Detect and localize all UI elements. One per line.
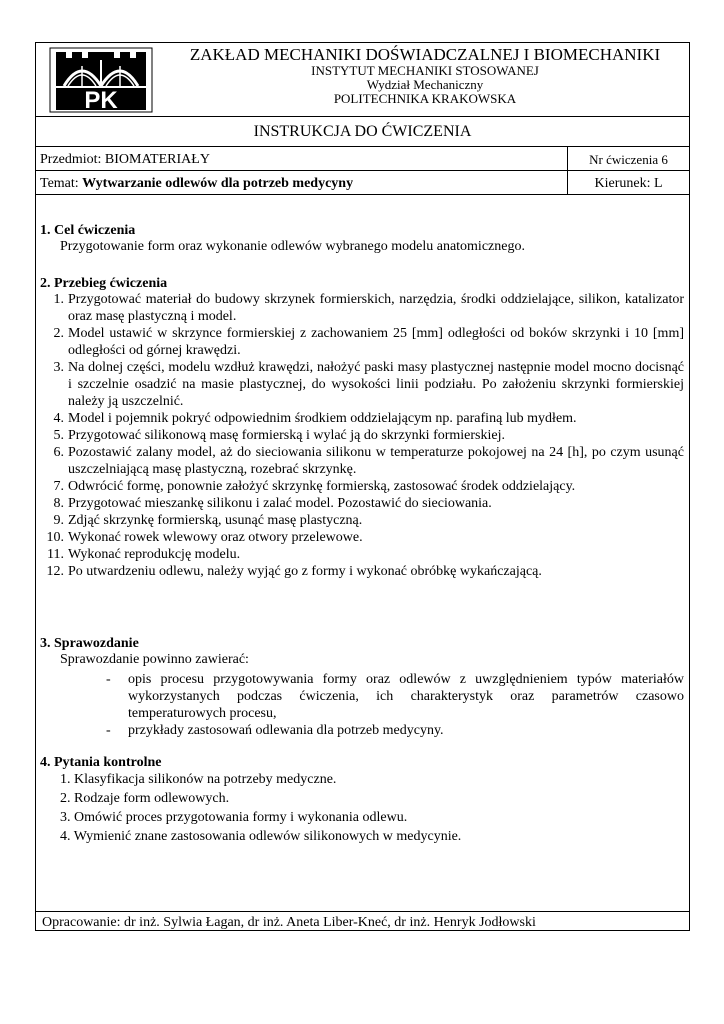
procedure-item-number: 5. (53, 428, 64, 443)
procedure-item (53, 359, 684, 410)
procedure-item (46, 529, 684, 546)
procedure-item-number: 1. (53, 292, 64, 307)
procedure-item-number: 8. (53, 496, 64, 511)
university-name: POLITECHNIKA KRAKOWSKA (333, 91, 517, 106)
procedure-item-text: Przygotować mieszankę silikonu i zalać model. Pozostawić do sieciowania. (68, 496, 492, 511)
question-item: 4. Wymienić znane zastosowania odlewów silikonowych w medycynie. (60, 829, 462, 844)
procedure-item (53, 325, 684, 359)
logo-text: PK (84, 87, 118, 114)
subject-label: Przedmiot: BIOMATERIAŁY (40, 152, 210, 167)
procedure-item (53, 427, 684, 444)
question-item: 3. Omówić proces przygotowania formy i wykonania odlewu. (60, 810, 408, 825)
report-item-bullet: - (106, 672, 111, 687)
procedure-item-text: Model ustawić w skrzynce formierskiej z zachowaniem 25 [mm] odległości od boków skrzynki i 10 [mm] odległości od górnej krawędzi. (68, 326, 684, 358)
procedure-item-text: Na dolnej części, modelu wzdłuż krawędzi, nałożyć paski masy plastycznej następnie model mocno docisnąć i szczelnie osadzić na masie plastycznej, do wysokości linii podziału. Po założeniu skrzynki formierskiej należy ją uszczelnić. (68, 360, 684, 409)
procedure-item-number: 6. (53, 445, 64, 460)
institute-name: INSTYTUT MECHANIKI STOSOWANEJ (311, 63, 539, 78)
procedure-item-text: Odwrócić formę, ponownie założyć skrzynkę formierską, zastosować środek oddzielający. (68, 479, 576, 494)
question-item: 2. Rodzaje form odlewowych. (60, 791, 230, 806)
procedure-item-number: 9. (53, 513, 64, 528)
procedure-item (53, 291, 684, 325)
procedure-item (47, 546, 684, 563)
procedure-item (53, 444, 684, 478)
procedure-item-number: 3. (53, 360, 64, 375)
report-item-bullet: - (106, 723, 111, 738)
report-list (106, 671, 684, 739)
procedure-item (53, 478, 684, 495)
topic-label (40, 175, 353, 192)
department-name: ZAKŁAD MECHANIKI DOŚWIADCZALNEJ I BIOMECHANIKI (189, 45, 661, 64)
header (36, 43, 689, 117)
document-frame (35, 42, 690, 931)
report-item (106, 722, 684, 739)
procedure-heading: 2. Przebieg ćwiczenia (40, 276, 168, 291)
goal-heading: 1. Cel ćwiczenia (40, 223, 136, 238)
document-title: INSTRUKCJA DO ĆWICZENIA (36, 117, 689, 147)
header-text (161, 45, 689, 106)
report-heading: 3. Sprawozdanie (40, 636, 139, 651)
procedure-item (53, 495, 684, 512)
procedure-item-number: 7. (53, 479, 64, 494)
procedure-item-number: 2. (53, 326, 64, 341)
procedure-item-text: Pozostawić zalany model, aż do sieciowania silikonu w temperaturze pokojowej na 24 [h], po czym usunąć uszczelniającą masę plastyczną, rozebrać skrzynkę. (68, 445, 684, 477)
procedure-item-text: Wykonać reprodukcję modelu. (68, 547, 241, 562)
topic-value: Wytwarzanie odlewów dla potrzeb medycyny (82, 176, 354, 191)
procedure-item (53, 410, 684, 427)
topic-prefix: Temat: (40, 176, 83, 191)
report-item-text: przykłady zastosowań odlewania dla potrzeb medycyny. (128, 723, 444, 738)
topic-row (36, 171, 689, 195)
procedure-item-text: Wykonać rowek wlewowy oraz otwory przelewowe. (68, 530, 363, 545)
goal-text: Przygotowanie form oraz wykonanie odlewów wybranego modelu anatomicznego. (60, 239, 525, 254)
report-intro: Sprawozdanie powinno zawierać: (60, 652, 249, 667)
report-item (106, 671, 684, 722)
procedure-item-number: 10. (46, 530, 64, 545)
footer: Opracowanie: dr inż. Sylwia Łagan, dr inż. Aneta Liber-Kneć, dr inż. Henryk Jodłowski (36, 911, 689, 931)
questions-list (60, 771, 461, 847)
procedure-item-number: 4. (53, 411, 64, 426)
subject-row (36, 147, 689, 171)
procedure-item-number: 11. (47, 547, 64, 562)
procedure-list (46, 291, 684, 580)
procedure-item-number: 12. (46, 564, 64, 579)
direction-label: Kierunek: L (567, 171, 689, 194)
pk-logo-icon (46, 46, 156, 114)
report-item-text: opis procesu przygotowywania formy oraz odlewów z uwzględnieniem typów materiałów wykorzystanych podczas ćwiczenia, ich charakterystyk oraz parametrów czasowo temperaturowych procesu, (128, 672, 684, 721)
procedure-item-text: Po utwardzeniu odlewu, należy wyjąć go z formy i wykonać obróbkę wykańczającą. (68, 564, 542, 579)
exercise-number: Nr ćwiczenia 6 (567, 147, 689, 170)
procedure-item-text: Model i pojemnik pokryć odpowiednim środkiem oddzielającym np. parafiną lub mydłem. (68, 411, 577, 426)
procedure-item-text: Przygotować silikonową masę formierską i wylać ją do skrzynki formierskiej. (68, 428, 505, 443)
question-item: 1. Klasyfikacja silikonów na potrzeby medyczne. (60, 772, 337, 787)
procedure-item (53, 512, 684, 529)
procedure-item-text: Zdjąć skrzynkę formierską, usunąć masę plastyczną. (68, 513, 363, 528)
faculty-name: Wydział Mechaniczny (366, 77, 484, 92)
questions-heading: 4. Pytania kontrolne (40, 755, 162, 770)
procedure-item (46, 563, 684, 580)
procedure-item-text: Przygotować materiał do budowy skrzynek formierskich, narzędzia, środki oddzielające, silikon, katalizator oraz masę plastyczną i model. (68, 292, 684, 324)
